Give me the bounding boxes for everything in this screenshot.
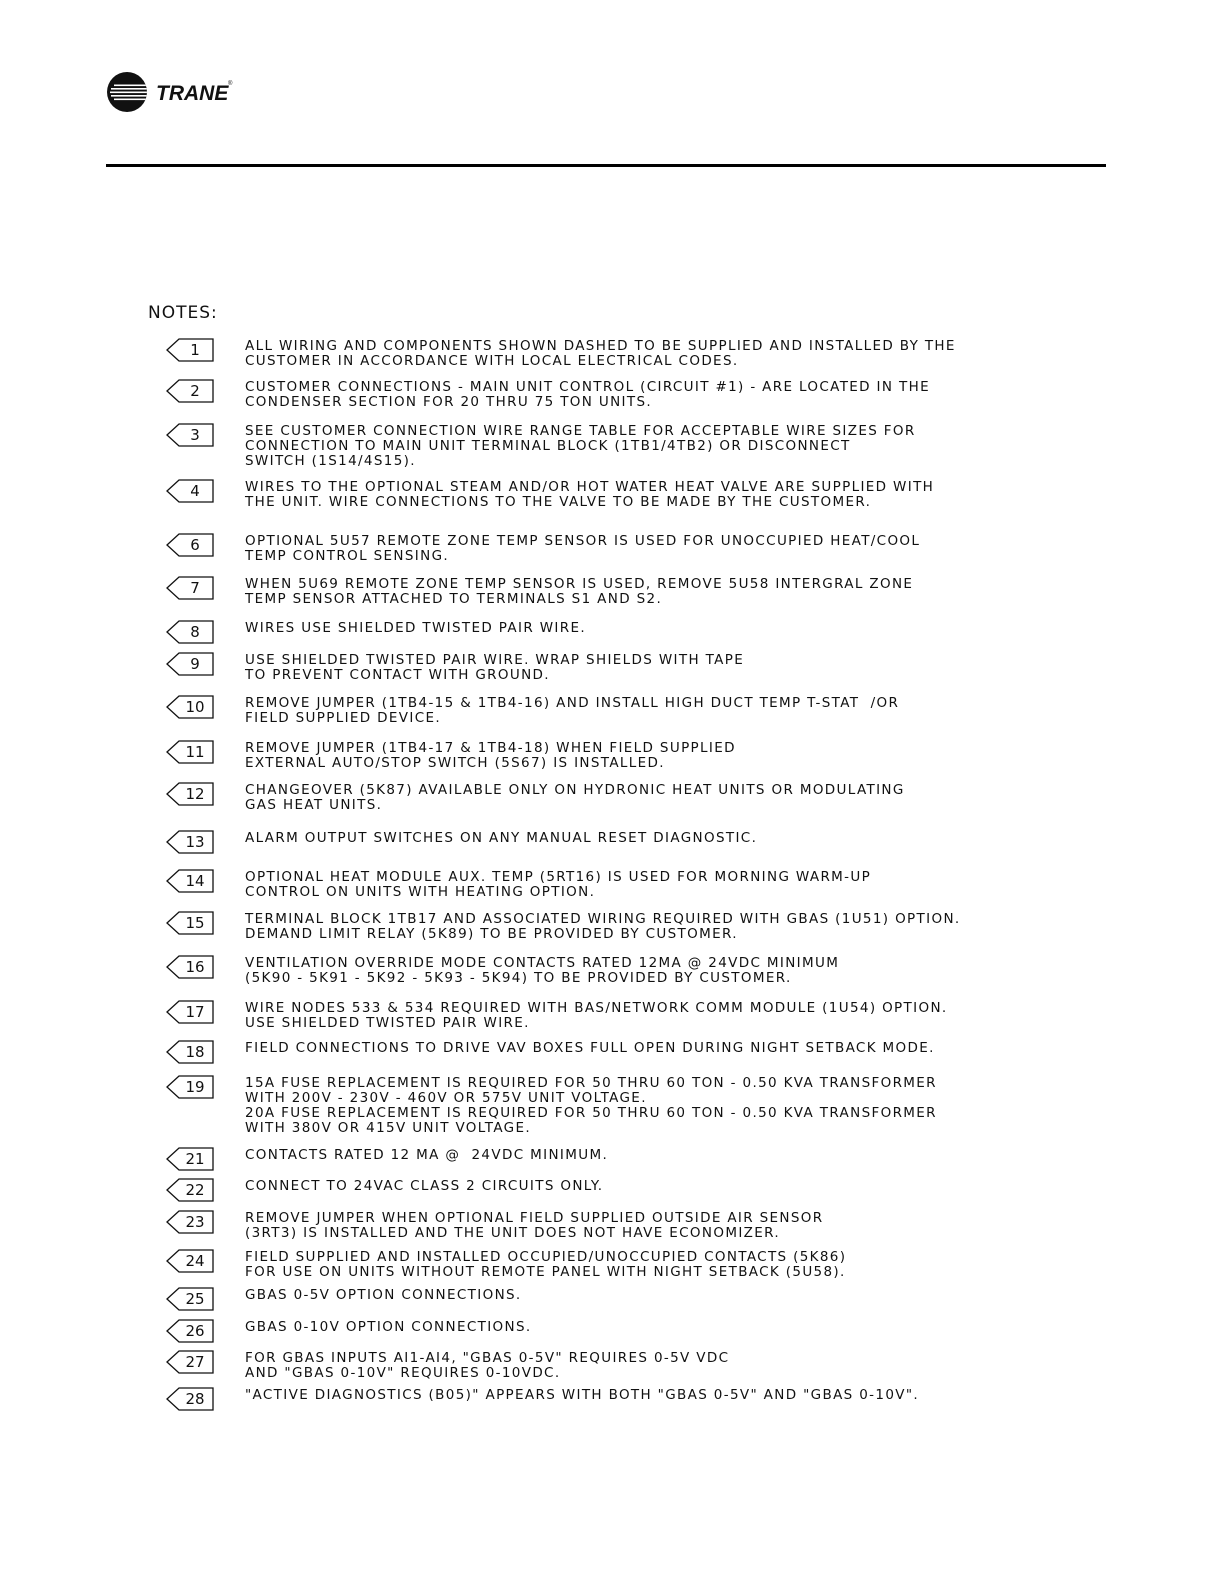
note-number: 27 (185, 1353, 205, 1371)
note-line: (3RT3) IS INSTALLED AND THE UNIT DOES NOT HAVE ECONOMIZER. (245, 1225, 781, 1241)
note-line: WITH 380V OR 415V UNIT VOLTAGE. (245, 1120, 532, 1136)
note-line: CONTACTS RATED 12 MA @ 24VDC MINIMUM. (245, 1147, 609, 1163)
note-number: 2 (190, 382, 200, 400)
note-number-tag (166, 620, 214, 644)
note-number: 4 (190, 482, 200, 500)
note-text (245, 480, 934, 510)
note-text (245, 424, 916, 469)
note-number: 3 (190, 426, 200, 444)
note-number-tag (166, 533, 214, 557)
note-line: OPTIONAL 5U57 REMOTE ZONE TEMP SENSOR IS USED FOR UNOCCUPIED HEAT/COOL (245, 533, 921, 549)
note-number-tag (166, 1287, 214, 1311)
note-line: CONTROL ON UNITS WITH HEATING OPTION. (245, 884, 596, 900)
note-number-tag (166, 830, 214, 854)
note-line: FOR GBAS INPUTS AI1-AI4, "GBAS 0-5V" REQUIRES 0-5V VDC (245, 1350, 730, 1366)
note-line: TEMP CONTROL SENSING. (245, 548, 450, 564)
note-number: 17 (185, 1003, 205, 1021)
note-number: 7 (190, 579, 200, 597)
note-number-tag (166, 1210, 214, 1234)
note-number-tag (166, 1000, 214, 1024)
note-line: REMOVE JUMPER (1TB4-17 & 1TB4-18) WHEN FIELD SUPPLIED (245, 740, 736, 756)
note-number-tag (166, 379, 214, 403)
note-text (245, 1001, 948, 1031)
note-text (245, 1388, 919, 1403)
note-line: CONDENSER SECTION FOR 20 THRU 75 TON UNITS. (245, 394, 653, 410)
note-line: CONNECTION TO MAIN UNIT TERMINAL BLOCK (1TB1/4TB2) OR DISCONNECT (245, 438, 851, 454)
note-line: WIRES USE SHIELDED TWISTED PAIR WIRE. (245, 620, 586, 636)
note-number: 10 (185, 698, 205, 716)
note-text (245, 577, 913, 607)
note-number-tag (166, 1147, 214, 1171)
note-number: 12 (185, 785, 205, 803)
note-line: REMOVE JUMPER WHEN OPTIONAL FIELD SUPPLIED OUTSIDE AIR SENSOR (245, 1210, 824, 1226)
note-text (245, 621, 586, 636)
note-number: 15 (185, 914, 205, 932)
note-text (245, 1288, 522, 1303)
note-line: 20A FUSE REPLACEMENT IS REQUIRED FOR 50 THRU 60 TON - 0.50 KVA TRANSFORMER (245, 1105, 937, 1121)
note-number: 8 (190, 623, 200, 641)
note-number-tag (166, 740, 214, 764)
note-line: SWITCH (1S14/4S15). (245, 453, 416, 469)
note-line: EXTERNAL AUTO/STOP SWITCH (5S67) IS INSTALLED. (245, 755, 665, 771)
note-line: CUSTOMER IN ACCORDANCE WITH LOCAL ELECTRICAL CODES. (245, 353, 739, 369)
brand-wordmark: TRANE (156, 82, 229, 105)
note-text (245, 380, 930, 410)
note-line: (5K90 - 5K91 - 5K92 - 5K93 - 5K94) TO BE PROVIDED BY CUSTOMER. (245, 970, 792, 986)
note-number-tag (166, 1319, 214, 1343)
note-line: SEE CUSTOMER CONNECTION WIRE RANGE TABLE FOR ACCEPTABLE WIRE SIZES FOR (245, 423, 916, 439)
note-number: 26 (185, 1322, 205, 1340)
note-line: FIELD SUPPLIED AND INSTALLED OCCUPIED/UNOCCUPIED CONTACTS (5K86) (245, 1249, 847, 1265)
note-line: OPTIONAL HEAT MODULE AUX. TEMP (5RT16) IS USED FOR MORNING WARM-UP (245, 869, 872, 885)
note-line: "ACTIVE DIAGNOSTICS (B05)" APPEARS WITH BOTH "GBAS 0-5V" AND "GBAS 0-10V". (245, 1387, 920, 1403)
note-line: REMOVE JUMPER (1TB4-15 & 1TB4-16) AND INSTALL HIGH DUCT TEMP T-STAT /OR (245, 695, 900, 711)
note-text (245, 956, 839, 986)
note-number-tag (166, 652, 214, 676)
note-number-tag (166, 1178, 214, 1202)
note-number-tag (166, 338, 214, 362)
note-line: CUSTOMER CONNECTIONS - MAIN UNIT CONTROL (CIRCUIT #1) - ARE LOCATED IN THE (245, 379, 930, 395)
note-line: USE SHIELDED TWISTED PAIR WIRE. (245, 1015, 530, 1031)
note-line: FIELD SUPPLIED DEVICE. (245, 710, 442, 726)
note-line: WIRE NODES 533 & 534 REQUIRED WITH BAS/NETWORK COMM MODULE (1U54) OPTION. (245, 1000, 948, 1016)
note-number-tag (166, 423, 214, 447)
note-text (245, 339, 956, 369)
note-line: FOR USE ON UNITS WITHOUT REMOTE PANEL WITH NIGHT SETBACK (5U58). (245, 1264, 846, 1280)
note-number: 9 (190, 655, 200, 673)
note-text (245, 1250, 846, 1280)
note-number-tag (166, 955, 214, 979)
note-text (245, 534, 920, 564)
note-line: USE SHIELDED TWISTED PAIR WIRE. WRAP SHIELDS WITH TAPE (245, 652, 745, 668)
note-text (245, 1351, 729, 1381)
note-number-tag (166, 695, 214, 719)
note-number-tag (166, 1350, 214, 1374)
note-line: ALL WIRING AND COMPONENTS SHOWN DASHED TO BE SUPPLIED AND INSTALLED BY THE (245, 338, 956, 354)
note-line: THE UNIT. WIRE CONNECTIONS TO THE VALVE TO BE MADE BY THE CUSTOMER. (245, 494, 872, 510)
note-text (245, 831, 757, 846)
note-line: TO PREVENT CONTACT WITH GROUND. (245, 667, 550, 683)
note-number-tag (166, 1249, 214, 1273)
note-line: 15A FUSE REPLACEMENT IS REQUIRED FOR 50 THRU 60 TON - 0.50 KVA TRANSFORMER (245, 1075, 937, 1091)
note-number: 6 (190, 536, 200, 554)
note-line: WHEN 5U69 REMOTE ZONE TEMP SENSOR IS USED, REMOVE 5U58 INTERGRAL ZONE (245, 576, 914, 592)
note-line: AND "GBAS 0-10V" REQUIRES 0-10VDC. (245, 1365, 561, 1381)
note-number: 23 (185, 1213, 205, 1231)
notes-heading: NOTES: (148, 303, 218, 323)
note-number: 11 (185, 743, 205, 761)
note-number-tag (166, 1040, 214, 1064)
note-line: WITH 200V - 230V - 460V OR 575V UNIT VOLTAGE. (245, 1090, 647, 1106)
note-text (245, 741, 736, 771)
note-number-tag (166, 1075, 214, 1099)
svg-text:®: ® (228, 81, 233, 87)
note-text (245, 870, 871, 900)
note-number: 22 (185, 1181, 205, 1199)
note-number-tag (166, 782, 214, 806)
note-text (245, 912, 961, 942)
note-number: 14 (185, 872, 205, 890)
note-line: GBAS 0-10V OPTION CONNECTIONS. (245, 1319, 532, 1335)
note-number-tag (166, 911, 214, 935)
note-number: 13 (185, 833, 205, 851)
note-text (245, 1320, 532, 1335)
note-line: DEMAND LIMIT RELAY (5K89) TO BE PROVIDED BY CUSTOMER. (245, 926, 738, 942)
note-number: 24 (185, 1252, 205, 1270)
note-number: 16 (185, 958, 205, 976)
note-number: 28 (185, 1390, 205, 1408)
note-text (245, 783, 905, 813)
note-text (245, 1041, 935, 1056)
note-number-tag (166, 869, 214, 893)
note-number: 19 (185, 1078, 205, 1096)
note-number: 21 (185, 1150, 205, 1168)
note-text (245, 696, 899, 726)
note-line: ALARM OUTPUT SWITCHES ON ANY MANUAL RESET DIAGNOSTIC. (245, 830, 758, 846)
note-text (245, 1076, 937, 1136)
note-text (245, 1179, 603, 1194)
note-line: VENTILATION OVERRIDE MODE CONTACTS RATED 12MA @ 24VDC MINIMUM (245, 955, 840, 971)
note-line: WIRES TO THE OPTIONAL STEAM AND/OR HOT WATER HEAT VALVE ARE SUPPLIED WITH (245, 479, 935, 495)
note-line: TEMP SENSOR ATTACHED TO TERMINALS S1 AND S2. (245, 591, 663, 607)
note-line: CHANGEOVER (5K87) AVAILABLE ONLY ON HYDRONIC HEAT UNITS OR MODULATING (245, 782, 905, 798)
note-line: CONNECT TO 24VAC CLASS 2 CIRCUITS ONLY. (245, 1178, 604, 1194)
note-number-tag (166, 1387, 214, 1411)
note-number: 25 (185, 1290, 205, 1308)
note-number-tag (166, 576, 214, 600)
note-text (245, 1211, 824, 1241)
note-number: 18 (185, 1043, 205, 1061)
note-text (245, 1148, 608, 1163)
trane-logo (106, 70, 266, 114)
note-number: 1 (190, 341, 200, 359)
note-line: GAS HEAT UNITS. (245, 797, 383, 813)
note-text (245, 653, 744, 683)
header-divider (106, 164, 1106, 167)
note-line: GBAS 0-5V OPTION CONNECTIONS. (245, 1287, 522, 1303)
note-line: FIELD CONNECTIONS TO DRIVE VAV BOXES FULL OPEN DURING NIGHT SETBACK MODE. (245, 1040, 935, 1056)
note-number-tag (166, 479, 214, 503)
note-line: TERMINAL BLOCK 1TB17 AND ASSOCIATED WIRING REQUIRED WITH GBAS (1U51) OPTION. (245, 911, 961, 927)
